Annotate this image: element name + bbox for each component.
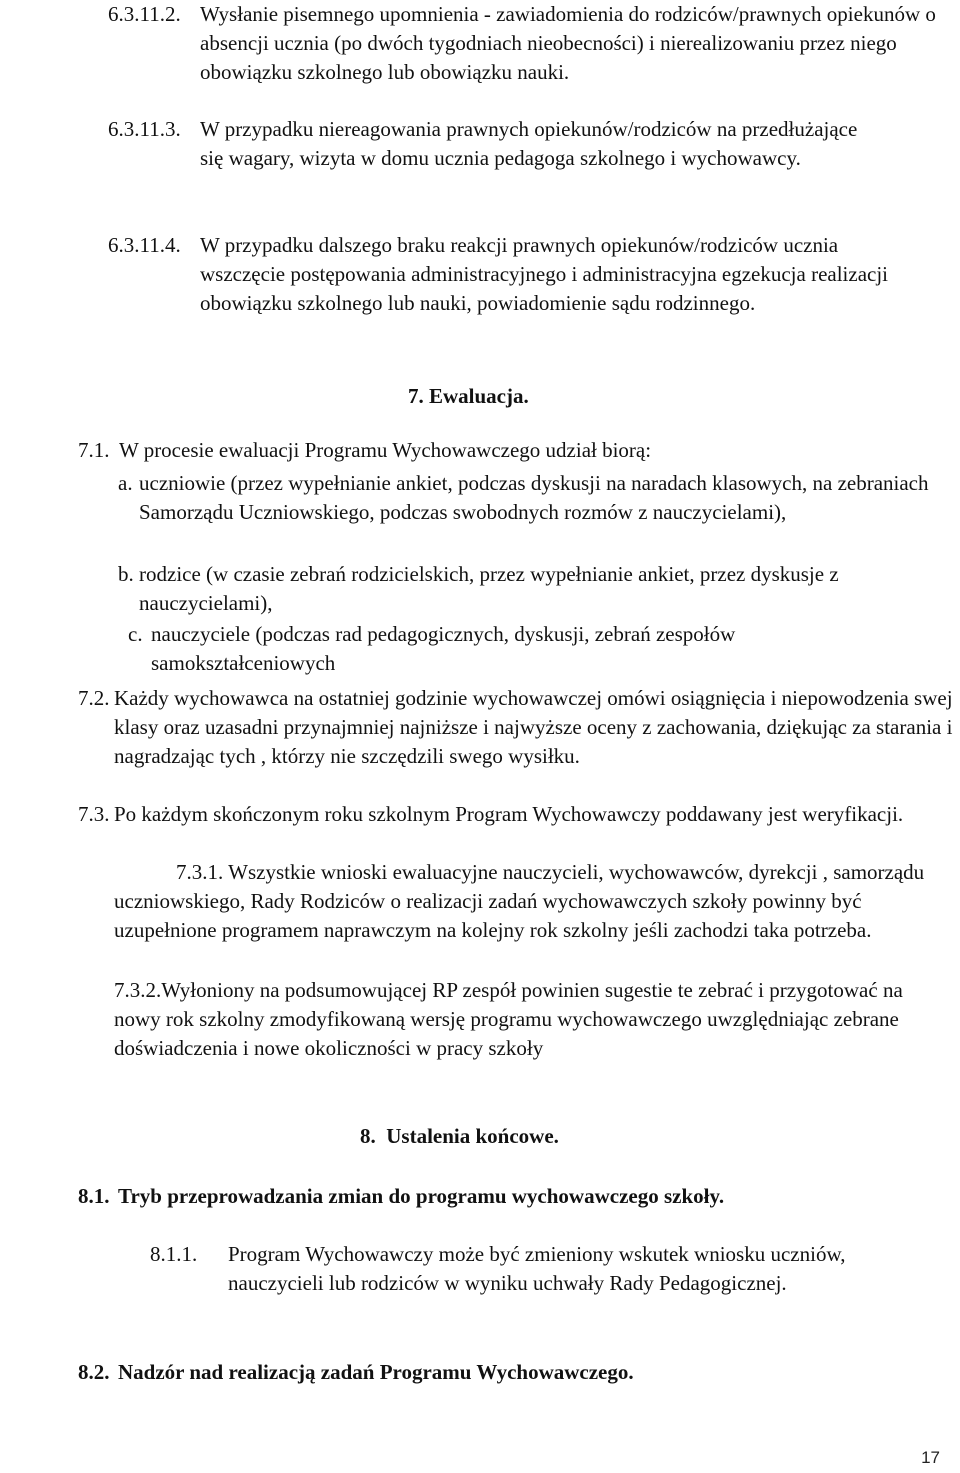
heading-8-1: [78, 1182, 958, 1211]
paragraph-text: W procesie ewaluacji Programu Wychowawczego udział biorą:: [119, 438, 652, 462]
paragraph-text: Wyłoniony na podsumowującej RP zespół powinien sugestie te zebrać i przygotować na nowy rok szkolny zmodyfikowaną wersję programu wychowawczego uwzględniając zebrane doświadczenia i nowe okoliczności w pracy szkoły: [114, 978, 903, 1060]
paragraph-6-3-11-2: [108, 0, 958, 87]
page-number: 17: [921, 1448, 940, 1467]
paragraph-number: 8.1.1.: [150, 1242, 198, 1266]
heading-text: Nadzór nad realizacją zadań Programu Wychowawczego.: [118, 1360, 634, 1384]
paragraph-6-3-11-3: [108, 115, 958, 173]
paragraph-number: 6.3.11.3.: [108, 117, 181, 141]
list-item-text: nauczyciele (podczas rad pedagogicznych, dyskusji, zebrań zespołów samokształceniowych: [151, 622, 736, 675]
paragraph-number: 7.3.1.: [176, 860, 224, 884]
paragraph-7-1: [78, 436, 958, 465]
paragraph-text: Po każdym skończonym roku szkolnym Program Wychowawczy poddawany jest weryfikacji.: [114, 802, 904, 826]
list-marker: a.: [118, 471, 133, 495]
list-item-text: rodzice (w czasie zebrań rodzicielskich, przez wypełnianie ankiet, przez dyskusje z nauczycielami),: [139, 562, 839, 615]
paragraph-text: W przypadku niereagowania prawnych opiekunów/rodziców na przedłużające się wagary, wizyta w domu ucznia pedagoga szkolnego i wychowawcy.: [200, 117, 858, 170]
paragraph-number: 6.3.11.2.: [108, 2, 181, 26]
list-marker: c.: [128, 622, 143, 646]
paragraph-text: Program Wychowawczy może być zmieniony wskutek wniosku uczniów, nauczycieli lub rodziców w wyniku uchwały Rady Pedagogicznej.: [228, 1242, 846, 1295]
heading-number: 8.1.: [78, 1184, 110, 1208]
heading-text: Tryb przeprowadzania zmian do programu wychowawczego szkoły.: [118, 1184, 725, 1208]
paragraph-number: 7.3.: [78, 802, 110, 826]
paragraph-text: Wszystkie wnioski ewaluacyjne nauczycieli, wychowawców, dyrekcji , samorządu uczniowskiego, Rady Rodziców o realizacji zadań wychowawczych szkoły powinny być uzupełnione programem naprawczym na kolejny rok szkolny jeśli zachodzi taka potrzeba.: [114, 860, 925, 942]
list-item-text: uczniowie (przez wypełnianie ankiet, podczas dyskusji na naradach klasowych, na zebraniach Samorządu Uczniowskiego, podczas swobodnych rozmów z nauczycielami),: [139, 471, 929, 524]
paragraph-7-3-2: [114, 976, 914, 1063]
list-marker: b.: [118, 562, 134, 586]
paragraph-7-2: [78, 684, 958, 771]
list-item-c: [128, 620, 958, 678]
paragraph-7-3: [78, 800, 958, 829]
paragraph-7-3-1: [114, 858, 944, 945]
paragraph-number: 6.3.11.4.: [108, 233, 181, 257]
paragraph-number: 7.1.: [78, 438, 110, 462]
paragraph-6-3-11-4: [108, 231, 958, 318]
paragraph-number: 7.2.: [78, 686, 110, 710]
paragraph-8-1-1: [150, 1240, 950, 1298]
paragraph-number: 7.3.2.: [114, 978, 162, 1002]
heading-number: 8.2.: [78, 1360, 110, 1384]
list-item-a: [118, 469, 958, 527]
paragraph-text: W przypadku dalszego braku reakcji prawnych opiekunów/rodziców ucznia wszczęcie postępowania administracyjnego i administracyjna egzekucja realizacji obowiązku szkolnego lub nauki, powiadomienie sądu rodzinnego.: [200, 233, 889, 315]
heading-8-2: [78, 1358, 958, 1387]
section-heading-7: 7. Ewaluacja.: [408, 384, 529, 408]
list-item-b: [118, 560, 958, 618]
section-heading-8: 8. Ustalenia końcowe.: [360, 1124, 559, 1148]
paragraph-text: Każdy wychowawca na ostatniej godzinie wychowawczej omówi osiągnięcia i niepowodzenia swej klasy oraz uzasadni przynajmniej najniższe i najwyższe oceny z zachowania, dziękując za starania i nagradzając tych , którzy nie szczędzili swego wysiłku.: [114, 686, 953, 768]
paragraph-text: Wysłanie pisemnego upomnienia - zawiadomienia do rodziców/prawnych opiekunów o absencji ucznia (po dwóch tygodniach nieobecności) i nierealizowaniu przez niego obowiązku szkolnego lub obowiązku nauki.: [200, 2, 936, 84]
